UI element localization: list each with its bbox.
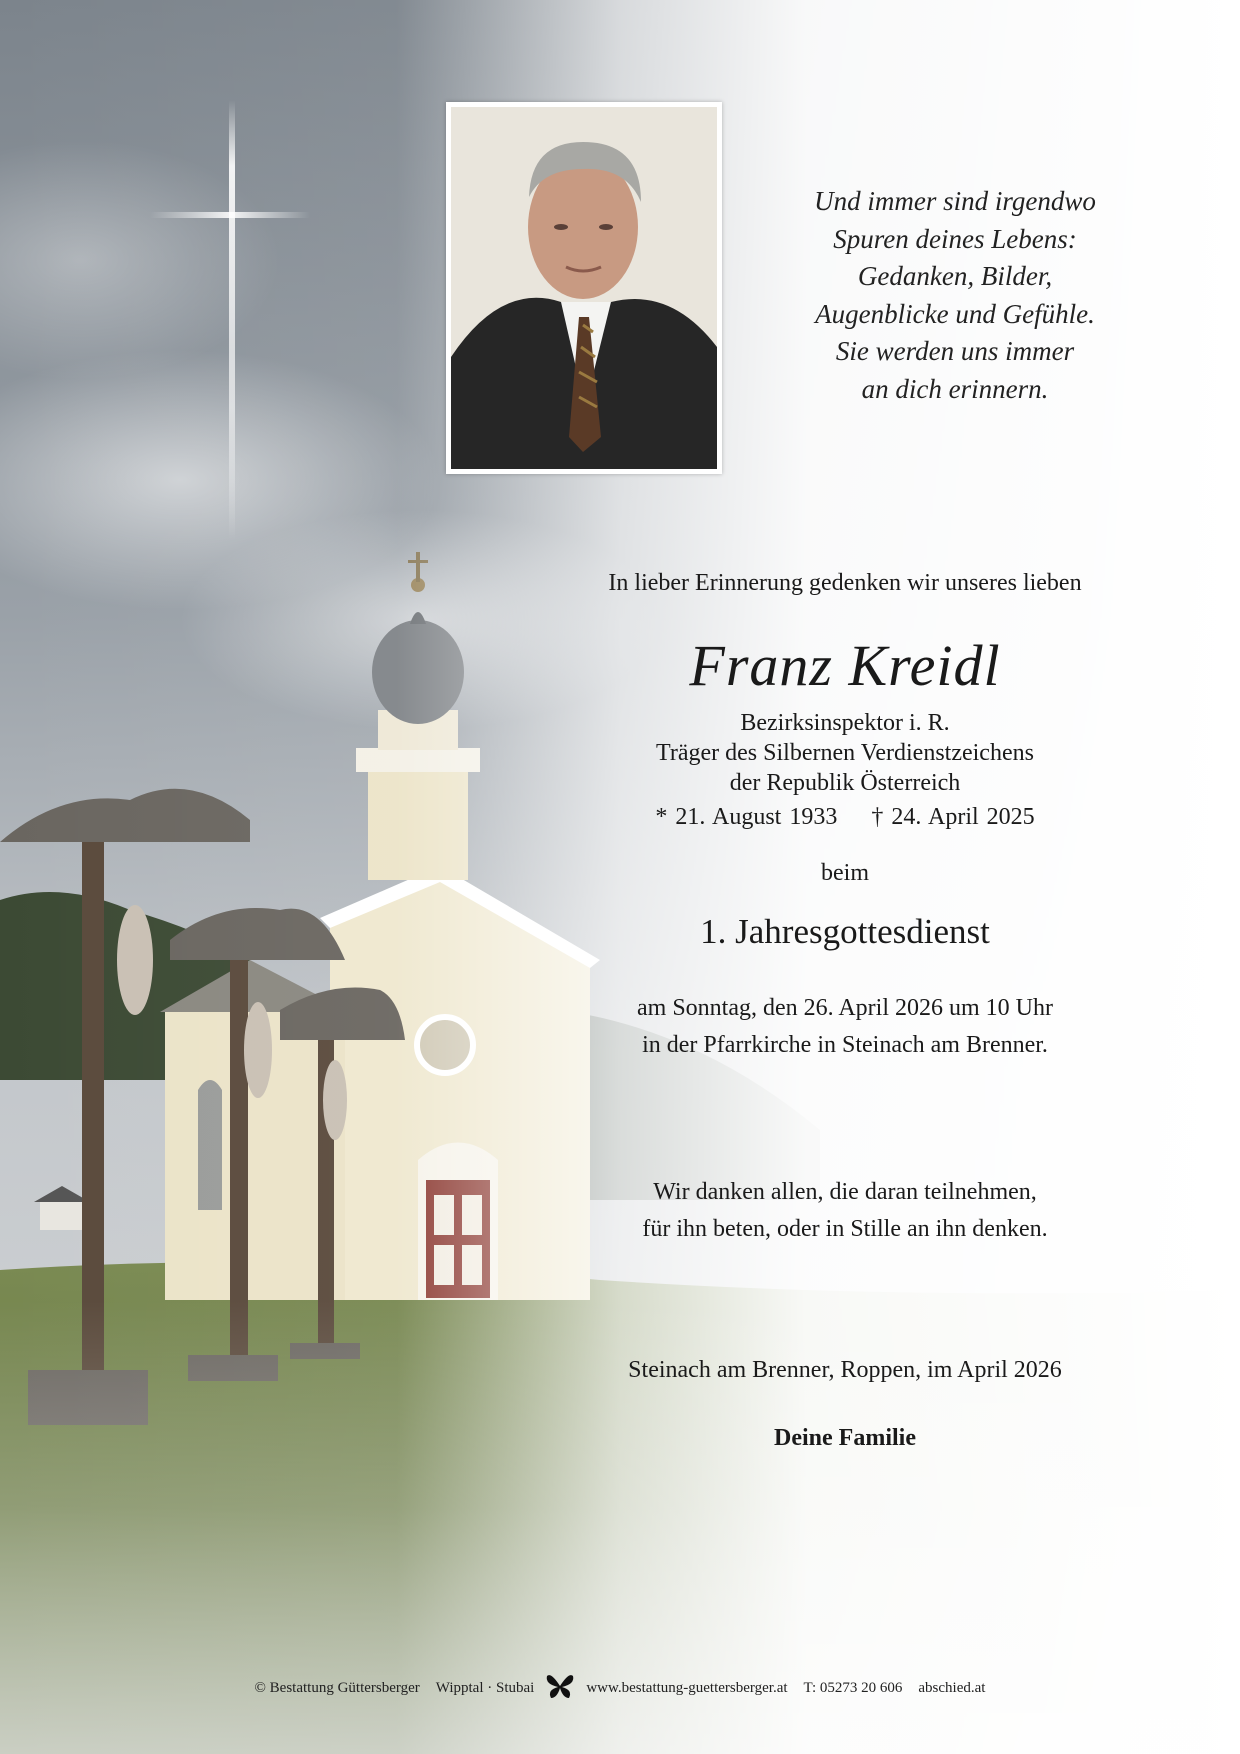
footer-phone: T: 05273 20 606 [803,1680,903,1696]
quote-line: Sie werden uns immer [835,336,1075,366]
service-title: 1. Jahresgottesdienst [700,912,990,951]
title-line: Träger des Silbernen Verdienstzeichens [656,740,1034,766]
intro-text: In lieber Erinnerung gedenken wir unseres lieben [608,570,1082,596]
footer-website[interactable]: www.bestattung-guettersberger.at [586,1680,788,1696]
butterfly-icon [545,1672,575,1705]
deceased-name: Franz Kreidl [689,633,1001,698]
details-line: am Sonntag, den 26. April 2026 um 10 Uhr [637,995,1053,1021]
thanks-line: Wir danken allen, die daran teilnehmen, [653,1179,1037,1205]
life-dates [540,804,1150,831]
portrait-photo [451,107,717,469]
footer-partner[interactable]: abschied.at [918,1680,986,1696]
footer-region: Wipptal · Stubai [435,1680,535,1696]
signature: Deine Familie [774,1425,916,1451]
place-date: Steinach am Brenner, Roppen, im April 2026 [628,1357,1062,1383]
footer [0,1672,1240,1705]
footer-company: © Bestattung Güttersberger [254,1680,420,1696]
death-date: † 24. April 2025 [871,804,1035,830]
quote-line: Gedanken, Bilder, [857,261,1053,291]
portrait-frame [446,102,722,474]
memorial-quote [760,183,1150,408]
title-line: der Republik Österreich [729,770,961,796]
quote-line: an dich erinnern. [861,373,1049,404]
quote-line: Spuren deines Lebens: [833,223,1077,254]
quote-line: Und immer sind irgendwo [814,186,1096,216]
beim-text: beim [821,860,869,886]
service-details [540,990,1150,1064]
quote-line: Augenblicke und Gefühle. [815,298,1095,329]
birth-date: * 21. August 1933 [655,804,838,830]
title-line: Bezirksinspektor i. R. [740,710,950,736]
honorary-titles [540,708,1150,798]
thanks-line: für ihn beten, oder in Stille an ihn denken. [642,1216,1048,1242]
details-line: in der Pfarrkirche in Steinach am Brenner. [642,1032,1048,1058]
thanks-text [540,1174,1150,1248]
